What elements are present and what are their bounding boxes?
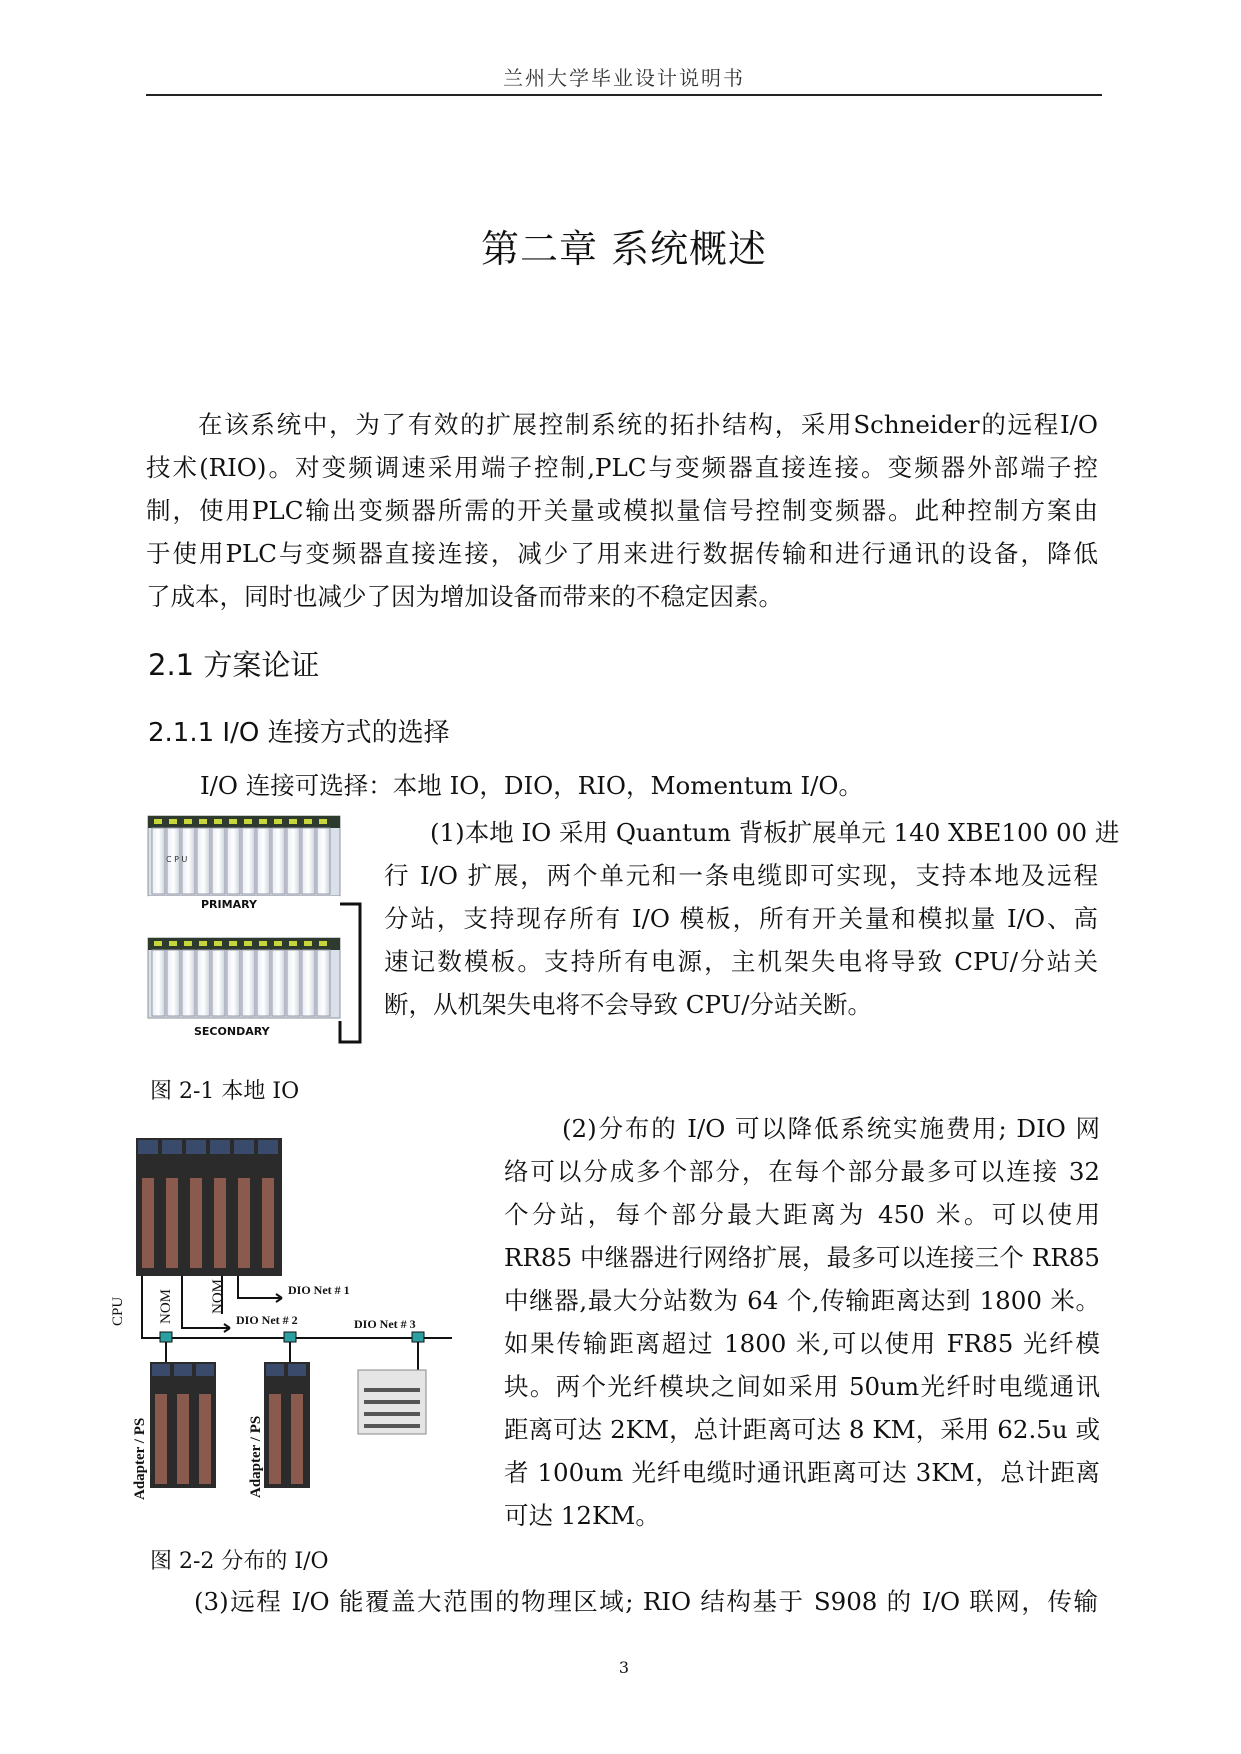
section-heading-2-1: 2.1 方案论证 (148, 648, 320, 682)
dio-nom1-label: NOM (158, 1288, 174, 1324)
intro-line: 于使用PLC与变频器直接连接，减少了用来进行数据传输和进行通讯的设备，降低 (146, 539, 1098, 568)
intro-line: 了成本，同时也减少了因为增加设备而带来的不稳定因素。 (146, 582, 783, 611)
dio-line: 中继器,最大分站数为 64 个,传输距离达到 1800 米。 (504, 1286, 1100, 1315)
figure-2-2-caption: 图 2-2 分布的 I/O (150, 1549, 329, 1574)
dio-line: RR85 中继器进行网络扩展，最多可以连接三个 RR85 (504, 1243, 1100, 1272)
figure-local-io (146, 816, 366, 1046)
dio-line: 络可以分成多个部分，在每个部分最多可以连接 32 (504, 1157, 1100, 1186)
dio-line: 者 100um 光纤电缆时通讯距离可达 3KM，总计距离 (504, 1458, 1100, 1487)
local-io-line: 速记数模板。支持所有电源，主机架失电将导致 CPU/分站关 (384, 947, 1098, 976)
figure-2-1-caption: 图 2-1 本地 IO (150, 1079, 300, 1104)
dio-line: 可达 12KM。 (504, 1501, 660, 1530)
dio-line: (2)分布的 I/O 可以降低系统实施费用; DIO 网 (562, 1114, 1100, 1143)
dio-cpu-label: CPU (110, 1296, 126, 1326)
local-io-diagram (146, 816, 366, 1046)
dio-line: 个分站，每个部分最大距离为 450 米。可以使用 (504, 1200, 1100, 1229)
drop-rack-2 (264, 1362, 310, 1488)
section-heading-2-1-1: 2.1.1 I/O 连接方式的选择 (148, 718, 450, 748)
secondary-label: SECONDARY (194, 1025, 270, 1038)
local-io-line: 断，从机架失电将不会导致 CPU/分站关断。 (384, 990, 872, 1019)
momentum-module (358, 1370, 426, 1434)
page-number: 3 (618, 1658, 630, 1677)
intro-line: 技术(RIO)。对变频调速采用端子控制,PLC与变频器直接连接。变频器外部端子控 (146, 453, 1098, 482)
dio-net1-label: DIO Net # 1 (288, 1283, 350, 1297)
secondary-rack (148, 938, 340, 1018)
header-rule (146, 94, 1102, 96)
local-io-line: 分站，支持现存所有 I/O 模板，所有开关量和模拟量 I/O、高 (384, 904, 1098, 933)
distributed-io-diagram (110, 1138, 478, 1518)
intro-line: 制，使用PLC输出变频器所需的开关量或模拟量信号控制变频器。此种控制方案由 (146, 496, 1098, 525)
intro-line: 在该系统中，为了有效的扩展控制系统的拓扑结构，采用Schneider的远程I/O (198, 410, 1098, 439)
rio-paragraph-line: (3)远程 I/O 能覆盖大范围的物理区域; RIO 结构基于 S908 的 I/O 联网，传输 (194, 1587, 1098, 1616)
expansion-cable (340, 904, 360, 1042)
adapter2-label: Adapter / PS (248, 1415, 264, 1498)
page-header: 兰州大学毕业设计说明书 (503, 66, 745, 90)
local-io-paragraph (384, 811, 1120, 1026)
chapter-title: 第二章 系统概述 (480, 227, 768, 271)
dio-line: 如果传输距离超过 1800 米,可以使用 FR85 光纤模 (504, 1329, 1100, 1358)
primary-label: PRIMARY (201, 898, 257, 911)
dio-net3-label: DIO Net # 3 (354, 1317, 416, 1331)
local-io-line: (1)本地 IO 采用 Quantum 背板扩展单元 140 XBE100 00 进 (430, 818, 1120, 847)
intro-paragraph (146, 403, 1098, 618)
dio-paragraph (504, 1107, 1100, 1537)
dio-line: 块。两个光纤模块之间如采用 50um光纤时电缆通讯 (504, 1372, 1100, 1401)
dio-net2-label: DIO Net # 2 (236, 1313, 298, 1327)
figure-distributed-io (110, 1138, 478, 1518)
drop-rack-1 (150, 1362, 216, 1488)
adapter1-label: Adapter / PS (132, 1417, 148, 1500)
dio-nom2-label: NOM (210, 1278, 226, 1314)
dio-line: 距离可达 2KM，总计距离可达 8 KM，采用 62.5u 或 (504, 1415, 1100, 1444)
main-rack (136, 1138, 282, 1276)
local-io-line: 行 I/O 扩展，两个单元和一条电缆即可实现，支持本地及远程 (384, 861, 1098, 890)
io-options-text: I/O 连接可选择：本地 IO，DIO，RIO，Momentum I/O。 (200, 771, 863, 800)
cpu-small-label: C P U (166, 855, 188, 864)
